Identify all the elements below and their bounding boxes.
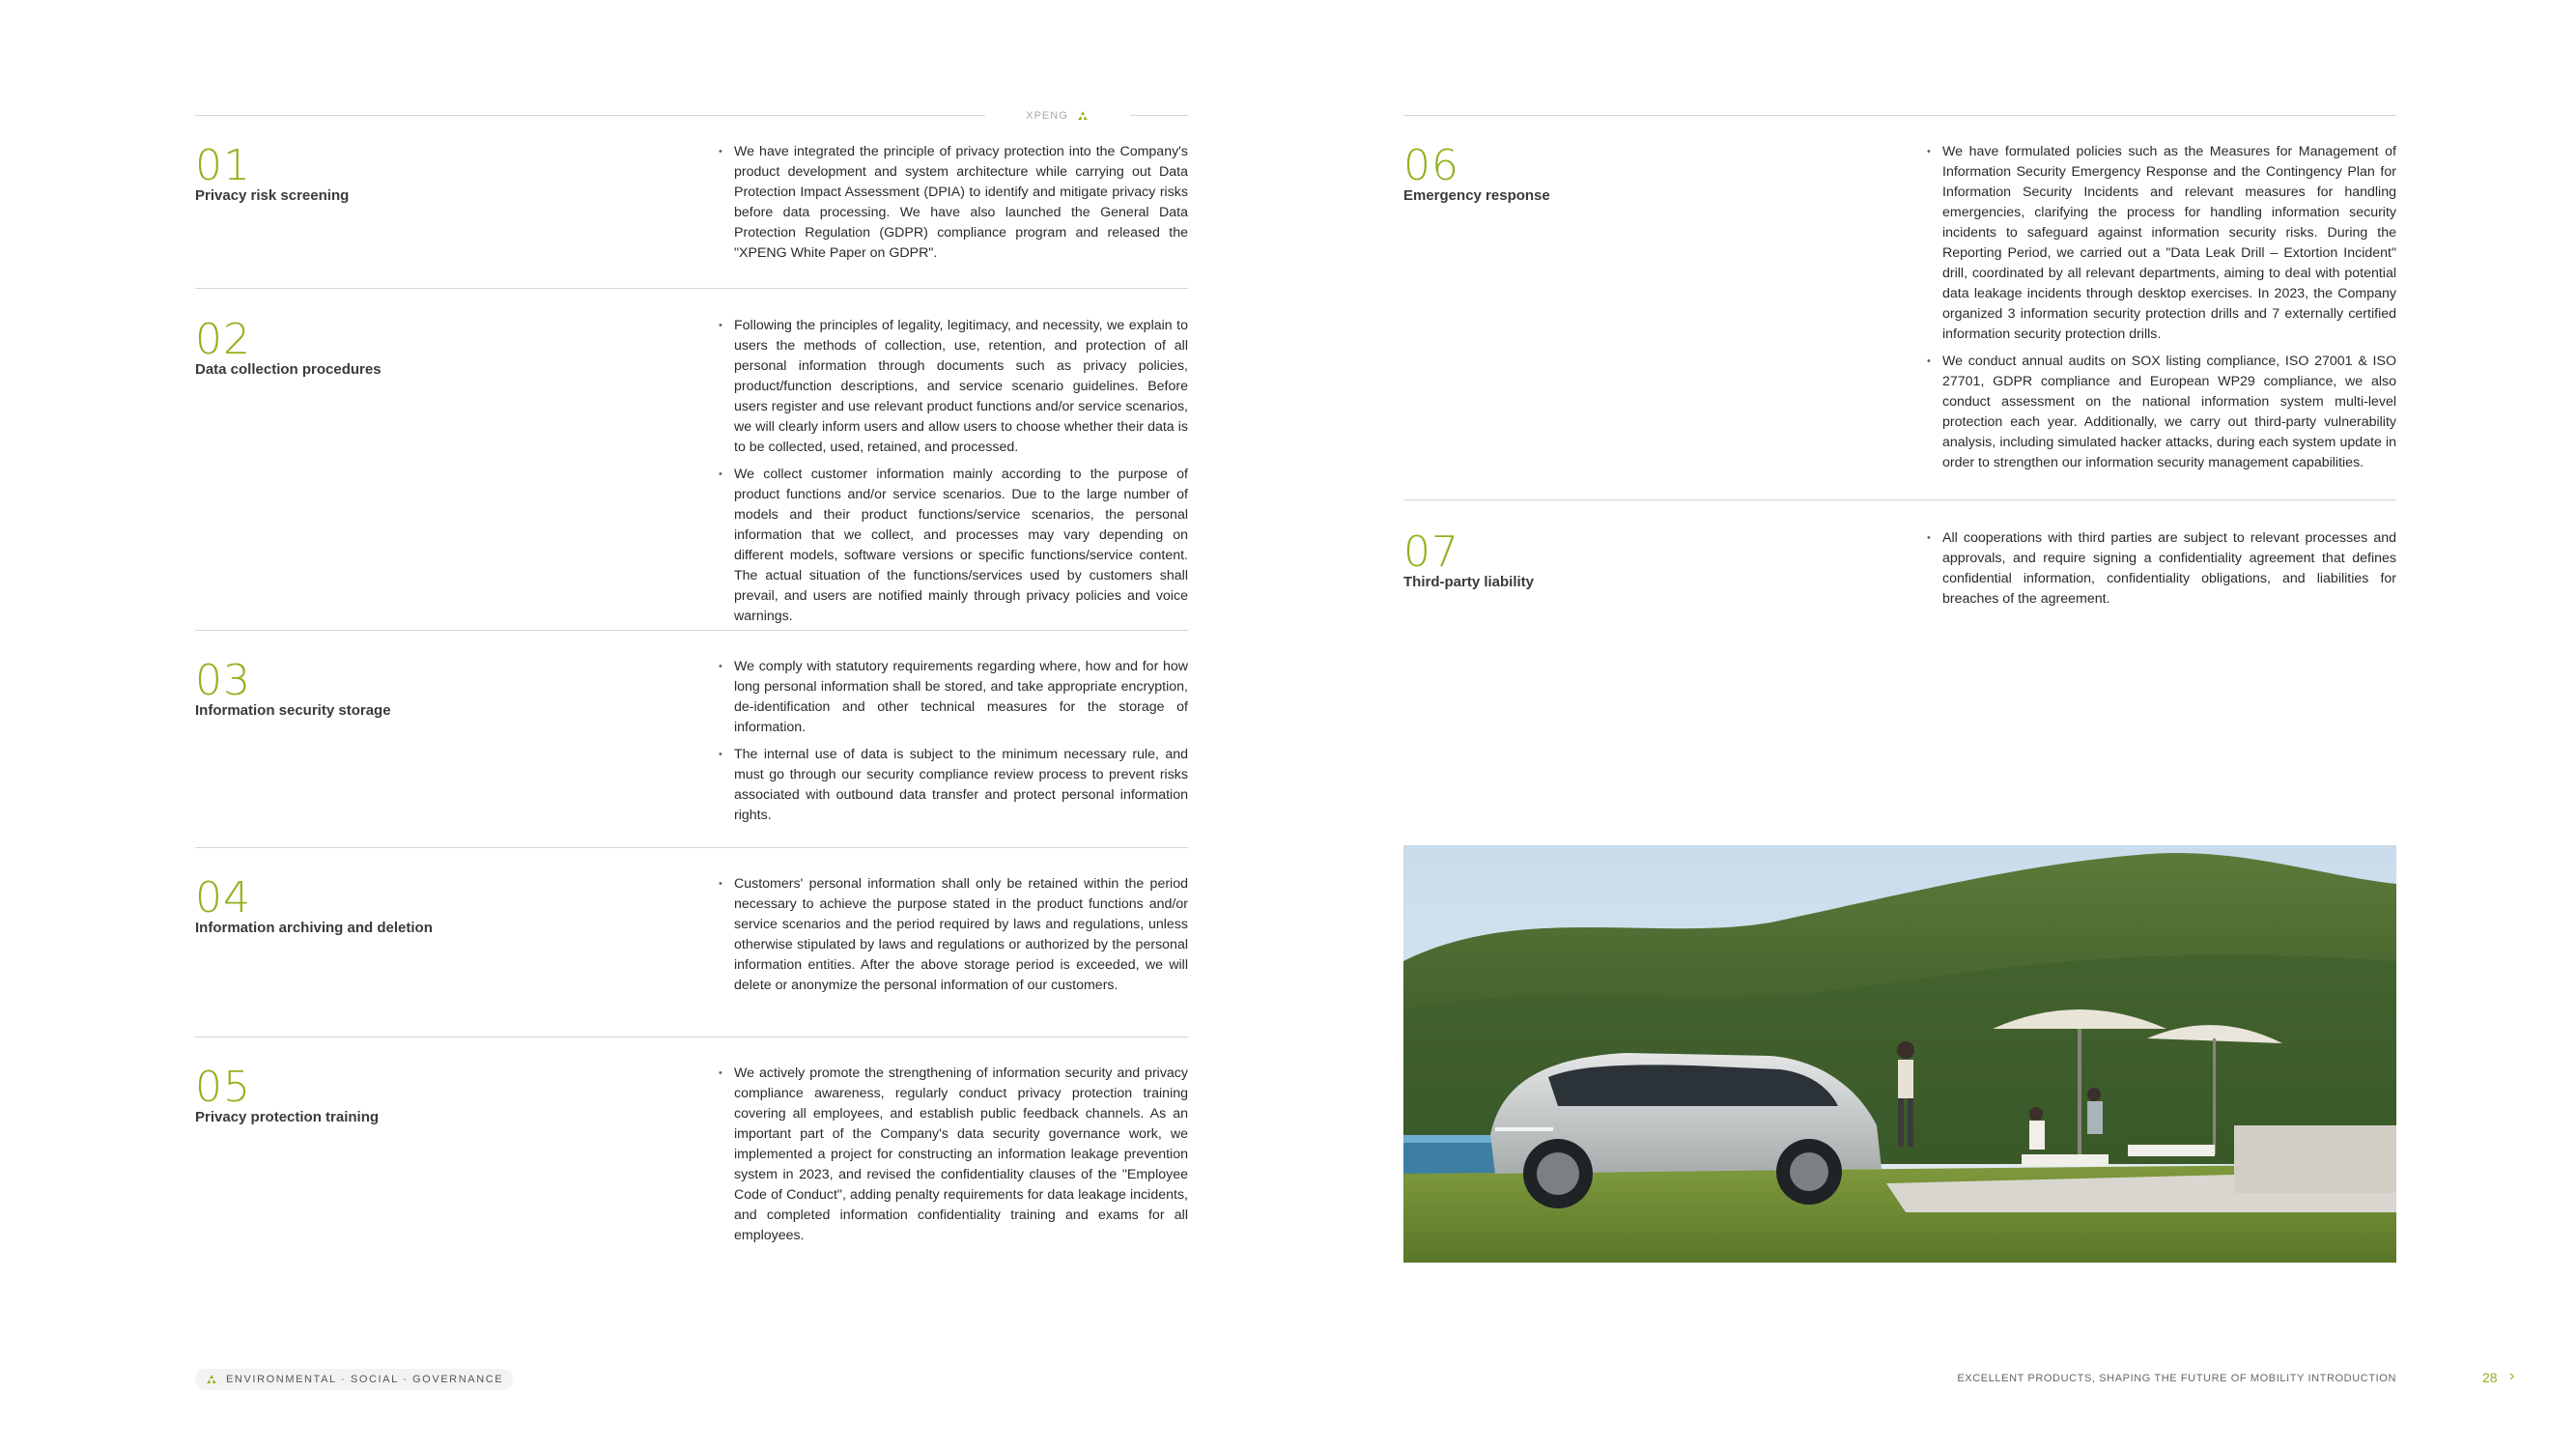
section-number: 03: [195, 656, 251, 705]
section-bullets: [719, 316, 1188, 634]
section-divider: [195, 288, 1188, 289]
xpeng-leaf-icon: [1076, 110, 1090, 122]
footer-left-text: ENVIRONMENTAL · SOCIAL · GOVERNANCE: [226, 1374, 504, 1385]
section-bullets: [1927, 142, 2396, 480]
bullet-item: • We collect customer information mainly according to the purpose of product functions and/or service scenarios. Due to the large number of models and their product functions/service scenarios, the personal information that we collect, and processes may vary depending on different models, software versions or specific functions/service content. The actual situation of the functions/services used by customers shall prevail, and users are notified mainly through privacy policies and voice warnings.: [719, 465, 1188, 627]
brand-name: XPENG: [1026, 110, 1068, 122]
section-bullets: [719, 657, 1188, 833]
bullet-item: • All cooperations with third parties are subject to relevant processes and approvals, and require signing a confidentiality agreement that defines confidential information, confidentiality obligations, and liabilities for breaches of the agreement.: [1927, 528, 2396, 610]
section-divider: [195, 630, 1188, 631]
section-divider: [195, 847, 1188, 848]
section-bullets: [719, 874, 1188, 1003]
section-number: 06: [1403, 141, 1459, 190]
section-number: 04: [195, 873, 251, 923]
section-title: Privacy protection training: [195, 1109, 380, 1125]
section-title: Information archiving and deletion: [195, 920, 433, 936]
bullet-item: • We have integrated the principle of privacy protection into the Company's product development and system architecture while carrying out Data Protection Impact Assessment (DPIA) to identify and mitigate privacy risks before data processing. We have also launched the General Data Protection Regulation (GDPR) compliance program and released the "XPENG White Paper on GDPR".: [719, 142, 1188, 264]
bullet-item: • Following the principles of legality, legitimacy, and necessity, we explain to users the methods of collection, use, retention, and protection of all personal information through documents such as privacy policies, product/function descriptions, and service scenario guidelines. Before users register and use relevant product functions and/or service scenarios, we will clearly inform users and allow users to choose whether their data is to be collected, used, retained, and processed.: [719, 316, 1188, 458]
chevron-right-icon[interactable]: ›: [2509, 1368, 2515, 1384]
section-bullets: [1927, 528, 2396, 616]
xpeng-leaf-icon: [205, 1374, 218, 1385]
section-bullets: [719, 142, 1188, 270]
bullet-item: • The internal use of data is subject to the minimum necessary rule, and must go through our security compliance review process to prevent risks associated with outbound data transfer and protect personal information rights.: [719, 745, 1188, 826]
section-title: Emergency response: [1403, 187, 1550, 204]
footer-section-label: [195, 1369, 513, 1390]
section-divider: [1403, 499, 2396, 500]
bullet-item: • We comply with statutory requirements regarding where, how and for how long personal information shall be stored, and take appropriate encryption, de-identification and other technical measures for the storage of information.: [719, 657, 1188, 738]
section-title: Information security storage: [195, 702, 391, 719]
section-number: 07: [1403, 527, 1459, 577]
section-bullets: [719, 1064, 1188, 1253]
section-title: Third-party liability: [1403, 574, 1535, 590]
bullet-item: • Customers' personal information shall only be retained within the period necessary to achieve the purpose stated in the product functions and/or service scenarios and the period required by laws and regulations, unless otherwise stipulated by laws and regulations or authorized by the personal information entities. After the above storage period is exceeded, we will delete or anonymize the personal information of our customers.: [719, 874, 1188, 996]
page-number: 28: [2482, 1370, 2498, 1385]
section-number: 05: [195, 1063, 251, 1112]
bullet-item: • We actively promote the strengthening of information security and privacy compliance awareness, regularly conduct privacy protection training covering all employees, and establish public feedback channels. As an important part of the Company's data security governance work, we implemented a project for constructing an information leakage prevention system in 2023, and revised the confidentiality clauses of the "Employee Code of Conduct", adding penalty requirements for data leakage incidents, and completed information confidentiality training and exams for all employees.: [719, 1064, 1188, 1246]
section-number: 01: [195, 141, 251, 190]
bullet-item: • We have formulated policies such as the Measures for Management of Information Security Emergency Response and the Contingency Plan for Information Security Incidents and relevant measures for handling emergencies, clarifying the process for handling information security incidents to safeguard against information security risks. During the Reporting Period, we carried out a "Data Leak Drill – Extortion Incident" drill, coordinated by all relevant departments, aiming to deal with potential data leakage incidents through desktop exercises. In 2023, the Company organized 3 information security protection drills and 7 externally certified information security protection drills.: [1927, 142, 2396, 345]
footer-chapter-title: EXCELLENT PRODUCTS, SHAPING THE FUTURE OF MOBILITY INTRODUCTION: [1957, 1373, 2396, 1384]
top-rule-right: [1403, 115, 2396, 116]
section-title: Data collection procedures: [195, 361, 382, 378]
section-number: 02: [195, 315, 251, 364]
header-brand: [985, 104, 1130, 128]
section-title: Privacy risk screening: [195, 187, 350, 204]
bullet-item: • We conduct annual audits on SOX listing compliance, ISO 27001 & ISO 27701, GDPR compliance and European WP29 compliance, we also conduct assessment on the national information system multi-level protection each year. Additionally, we carry out third-party vulnerability analysis, including simulated hacker attacks, during each system update in order to strengthen our information security management capabilities.: [1927, 352, 2396, 473]
lifestyle-photo: [1403, 845, 2396, 1263]
